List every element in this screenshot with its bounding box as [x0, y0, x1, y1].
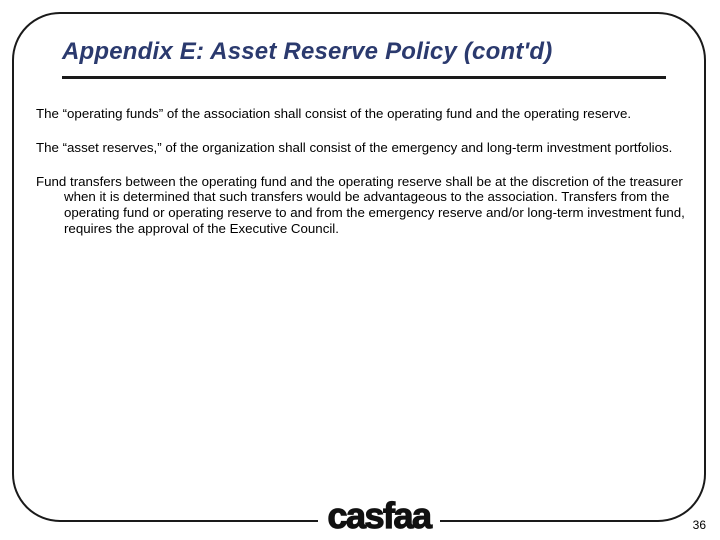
slide-body [36, 106, 686, 255]
paragraph-operating-funds: The “operating funds” of the association shall consist of the operating fund and the operating reserve. [36, 106, 632, 121]
paragraph-asset-reserves: The “asset reserves,” of the organization shall consist of the emergency and long-term investment portfolios. [36, 139, 673, 155]
casfaa-logo-mark [318, 496, 440, 534]
paragraph-fund-transfers: Fund transfers between the operating fund and the operating reserve shall be at the discretion of the treasurer when it is determined that such transfers would be advantageous to the association. Transfers from the operating fund or operating reserve to and from the emergency reserve and/or long-term investment fund, requires the approval of the Executive Council. [36, 173, 685, 236]
slide-title: Appendix E: Asset Reserve Policy (cont'd) [62, 38, 553, 65]
title-underline [62, 76, 666, 79]
casfaa-logo-text: casfaa [327, 496, 431, 534]
page-number: 36 [692, 518, 706, 532]
casfaa-logo [318, 496, 440, 534]
slide-frame [12, 12, 706, 522]
